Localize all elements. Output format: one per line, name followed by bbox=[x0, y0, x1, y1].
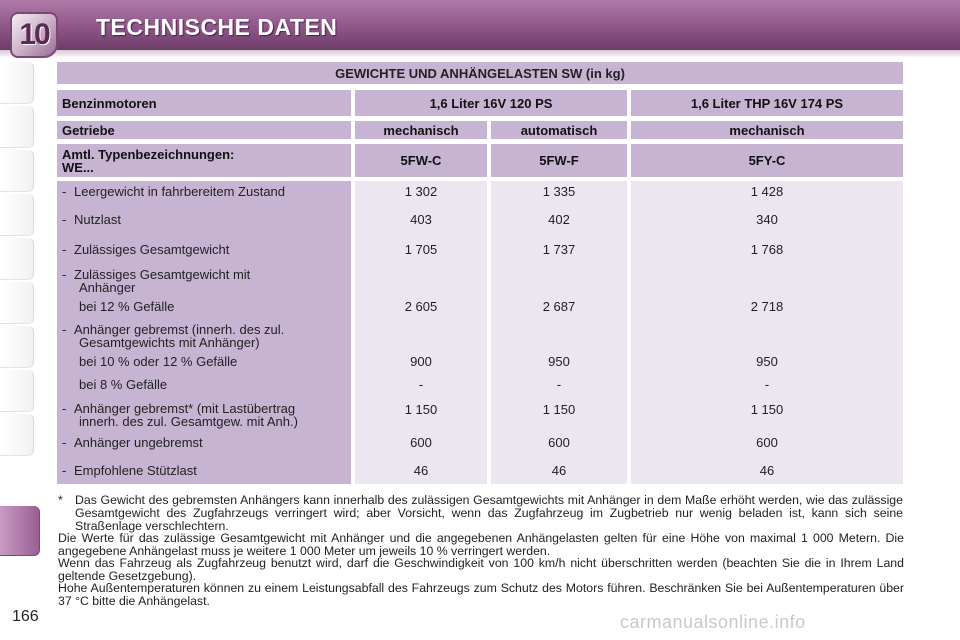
row-label-text: Anhänger ungebremst bbox=[74, 435, 203, 450]
side-tab-4[interactable] bbox=[0, 194, 34, 236]
side-tab-6[interactable] bbox=[0, 282, 34, 324]
row-label bbox=[62, 268, 352, 294]
engine-1: 1,6 Liter 16V 120 PS bbox=[355, 90, 627, 116]
engine-label: Benzinmotoren bbox=[57, 90, 351, 116]
row-label-text: Zulässiges Gesamtgewicht bbox=[74, 242, 230, 257]
row-value-col-1: - bbox=[418, 377, 424, 392]
side-tab-10-active[interactable] bbox=[0, 506, 40, 556]
chapter-number-badge bbox=[10, 12, 58, 58]
row-value-col-2: 46 bbox=[551, 463, 567, 478]
gearbox-label: Getriebe bbox=[57, 121, 351, 139]
row-label bbox=[62, 243, 352, 269]
row-label bbox=[62, 323, 352, 349]
side-tab-2[interactable] bbox=[0, 106, 34, 148]
row-value-col-3: 1 428 bbox=[750, 184, 784, 199]
row-value-col-1: 900 bbox=[410, 354, 432, 369]
row-value-col-3: 2 718 bbox=[750, 299, 784, 314]
note-paragraph-2: Wenn das Fahrzeug als Zugfahrzeug benutzt wird, darf die Geschwindigkeit von 100 km/h nicht überschritten werden (beachten Sie die in Ihrem Land geltende Gesetzgebung). bbox=[58, 556, 904, 583]
side-tab-1[interactable] bbox=[0, 62, 34, 104]
row-value-col-2: 950 bbox=[548, 354, 570, 369]
type-label bbox=[57, 144, 351, 177]
chapter-number: 10 bbox=[19, 18, 49, 51]
row-value-col-2: 2 687 bbox=[542, 299, 576, 314]
gearbox-3: mechanisch bbox=[631, 121, 903, 139]
row-dash: - bbox=[62, 267, 67, 282]
row-label-text-line-2: Gesamtgewichts mit Anhänger) bbox=[79, 335, 260, 350]
note-paragraph-3: Hohe Außentemperaturen können zu einem Leistungsabfall des Fahrzeugs zum Schutz des Motors führen. Beschränken Sie bei Außentemperaturen über 37 °C bitte die Anhängelast. bbox=[58, 581, 904, 608]
row-value-col-2: 1 335 bbox=[542, 184, 576, 199]
row-label-text: Nutzlast bbox=[74, 212, 121, 227]
row-dash: - bbox=[62, 435, 67, 450]
row-value-col-1: 46 bbox=[413, 463, 429, 478]
row-dash: - bbox=[62, 463, 67, 478]
row-value-col-1: 600 bbox=[410, 435, 432, 450]
row-value-col-1: 1 150 bbox=[404, 402, 438, 417]
watermark: carmanualsonline.info bbox=[620, 612, 806, 632]
type-2: 5FW-F bbox=[491, 144, 627, 177]
row-label bbox=[62, 185, 352, 211]
row-dash: - bbox=[62, 242, 67, 257]
row-value-col-3: 46 bbox=[759, 463, 775, 478]
row-value-col-3: 1 150 bbox=[750, 402, 784, 417]
row-dash: - bbox=[62, 401, 67, 416]
row-label-text: Leergewicht in fahrbereitem Zustand bbox=[74, 184, 286, 199]
row-value-col-3: - bbox=[764, 377, 770, 392]
side-tab-7[interactable] bbox=[0, 326, 34, 368]
row-label bbox=[62, 402, 352, 428]
row-label-text: bei 12 % Gefälle bbox=[79, 299, 175, 314]
table-title: GEWICHTE UND ANHÄNGELASTEN SW (in kg) bbox=[57, 62, 903, 84]
type-label-line-2: WE... bbox=[62, 159, 94, 175]
row-label-text: Zulässiges Gesamtgewicht mit bbox=[74, 267, 251, 282]
header-shadow bbox=[0, 50, 960, 58]
row-label-text-line-2: innerh. des zul. Gesamtgew. mit Anh.) bbox=[79, 414, 298, 429]
row-label bbox=[62, 436, 352, 462]
row-dash: - bbox=[62, 184, 67, 199]
page-number: 166 bbox=[12, 608, 39, 625]
type-label-line-1: Amtl. Typenbezeichnungen: bbox=[62, 146, 235, 162]
row-dash: - bbox=[62, 212, 67, 227]
row-value-col-3: 600 bbox=[756, 435, 778, 450]
row-label-text: bei 8 % Gefälle bbox=[79, 377, 168, 392]
row-value-col-1: 403 bbox=[410, 212, 432, 227]
row-value-col-3: 950 bbox=[756, 354, 778, 369]
footnote-star: * bbox=[58, 493, 63, 507]
row-value-col-2: 1 737 bbox=[542, 242, 576, 257]
row-value-col-2: 600 bbox=[548, 435, 570, 450]
page-title: TECHNISCHE DATEN bbox=[96, 14, 338, 40]
side-tab-3[interactable] bbox=[0, 150, 34, 192]
row-value-col-1: 1 302 bbox=[404, 184, 438, 199]
row-value-col-1: 1 705 bbox=[404, 242, 438, 257]
row-label-text-line-2: Anhänger bbox=[79, 280, 136, 295]
row-value-col-2: 402 bbox=[548, 212, 570, 227]
row-value-col-3: 340 bbox=[756, 212, 778, 227]
row-label-text: Anhänger gebremst (innerh. des zul. bbox=[74, 322, 285, 337]
row-value-col-2: 1 150 bbox=[542, 402, 576, 417]
type-1: 5FW-C bbox=[355, 144, 487, 177]
row-value-col-2: - bbox=[556, 377, 562, 392]
row-label bbox=[62, 213, 352, 239]
gearbox-1: mechanisch bbox=[355, 121, 487, 139]
footnote-star-text: Das Gewicht des gebremsten Anhängers kann innerhalb des zulässigen Gesamtgewichts mit Anhänger in dem Maße erhöht werden, wie das zulässige Gesamtgewicht des Zugfahrzeugs verringert wird; aber Vorsicht, wenn das Zugfahrzeug im Zugbetrieb nur wenig beladen ist, kann sich seine Straßenlage verschlechtern. bbox=[75, 493, 903, 533]
row-label bbox=[62, 464, 352, 490]
row-value-col-1: 2 605 bbox=[404, 299, 438, 314]
type-3: 5FY-C bbox=[631, 144, 903, 177]
engine-2: 1,6 Liter THP 16V 174 PS bbox=[631, 90, 903, 116]
row-value-col-3: 1 768 bbox=[750, 242, 784, 257]
side-tab-5[interactable] bbox=[0, 238, 34, 280]
row-label-text: Anhänger gebremst* (mit Lastübertrag bbox=[74, 401, 296, 416]
note-paragraph-1: Die Werte für das zulässige Gesamtgewicht mit Anhänger und die angegebenen Anhängelasten gelten für eine Höhe von maximal 1 000 Metern. Die angegebene Anhängelast muss je weitere 1 000 Meter um jeweils 10 % verringert werden. bbox=[58, 531, 904, 558]
side-tab-9[interactable] bbox=[0, 414, 34, 456]
row-label-text: bei 10 % oder 12 % Gefälle bbox=[79, 354, 238, 369]
row-dash: - bbox=[62, 322, 67, 337]
gearbox-2: automatisch bbox=[491, 121, 627, 139]
row-label-text: Empfohlene Stützlast bbox=[74, 463, 197, 478]
side-tab-8[interactable] bbox=[0, 370, 34, 412]
